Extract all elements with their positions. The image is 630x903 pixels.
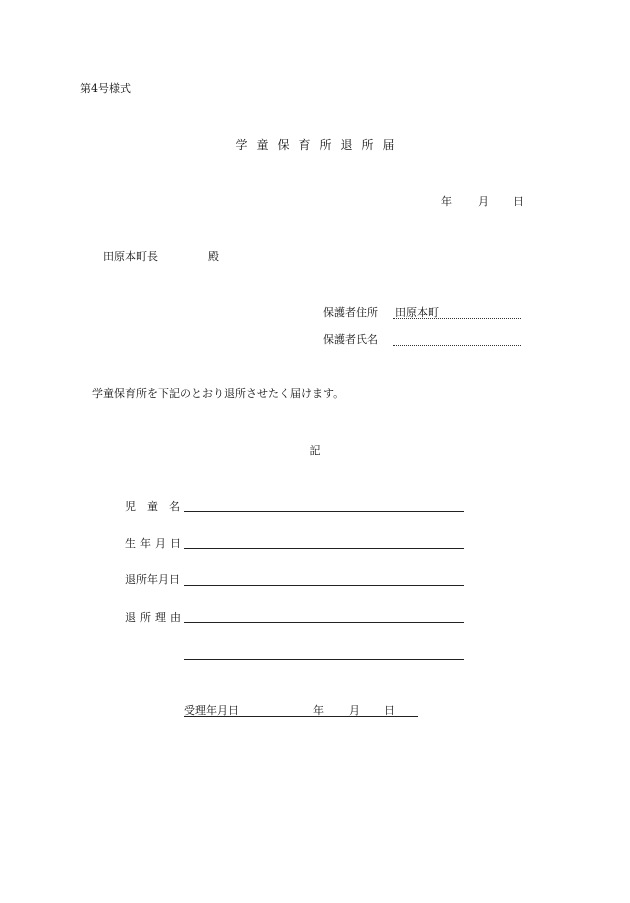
withdrawal-date-label: 退所年月日 xyxy=(125,573,180,586)
birth-date-label: 生年月日 xyxy=(125,537,185,550)
addressee-honorific: 殿 xyxy=(208,250,219,263)
guardian-name-label: 保護者氏名 xyxy=(323,333,378,346)
birth-date-line[interactable] xyxy=(184,547,464,549)
receipt-date-year: 年 xyxy=(313,704,324,717)
submission-date-month: 月 xyxy=(478,195,489,208)
receipt-date-field xyxy=(184,702,418,717)
form-title: 学童保育所退所届 xyxy=(235,138,404,152)
guardian-name-field[interactable] xyxy=(393,331,521,346)
guardian-address-value: 田原本町 xyxy=(395,306,439,319)
form-number: 第4号様式 xyxy=(80,82,131,95)
reason-label: 退所理由 xyxy=(125,611,185,624)
addressee-name: 田原本町長 xyxy=(103,250,158,263)
child-name-line[interactable] xyxy=(184,510,464,512)
reason-line-2[interactable] xyxy=(184,658,464,660)
guardian-address-field[interactable] xyxy=(393,304,521,319)
guardian-address-label: 保護者住所 xyxy=(323,306,378,319)
ki-heading: 記 xyxy=(309,444,321,457)
child-name-label: 児 童 名 xyxy=(125,500,180,513)
intro-text: 学童保育所を下記のとおり退所させたく届けます。 xyxy=(92,387,345,400)
reason-line-1[interactable] xyxy=(184,621,464,623)
receipt-date-month: 月 xyxy=(349,704,360,717)
submission-date-year: 年 xyxy=(441,195,452,208)
receipt-date-day: 日 xyxy=(384,704,395,717)
withdrawal-date-line[interactable] xyxy=(184,584,464,586)
submission-date-day: 日 xyxy=(513,195,524,208)
receipt-date-label: 受理年月日 xyxy=(184,704,239,717)
